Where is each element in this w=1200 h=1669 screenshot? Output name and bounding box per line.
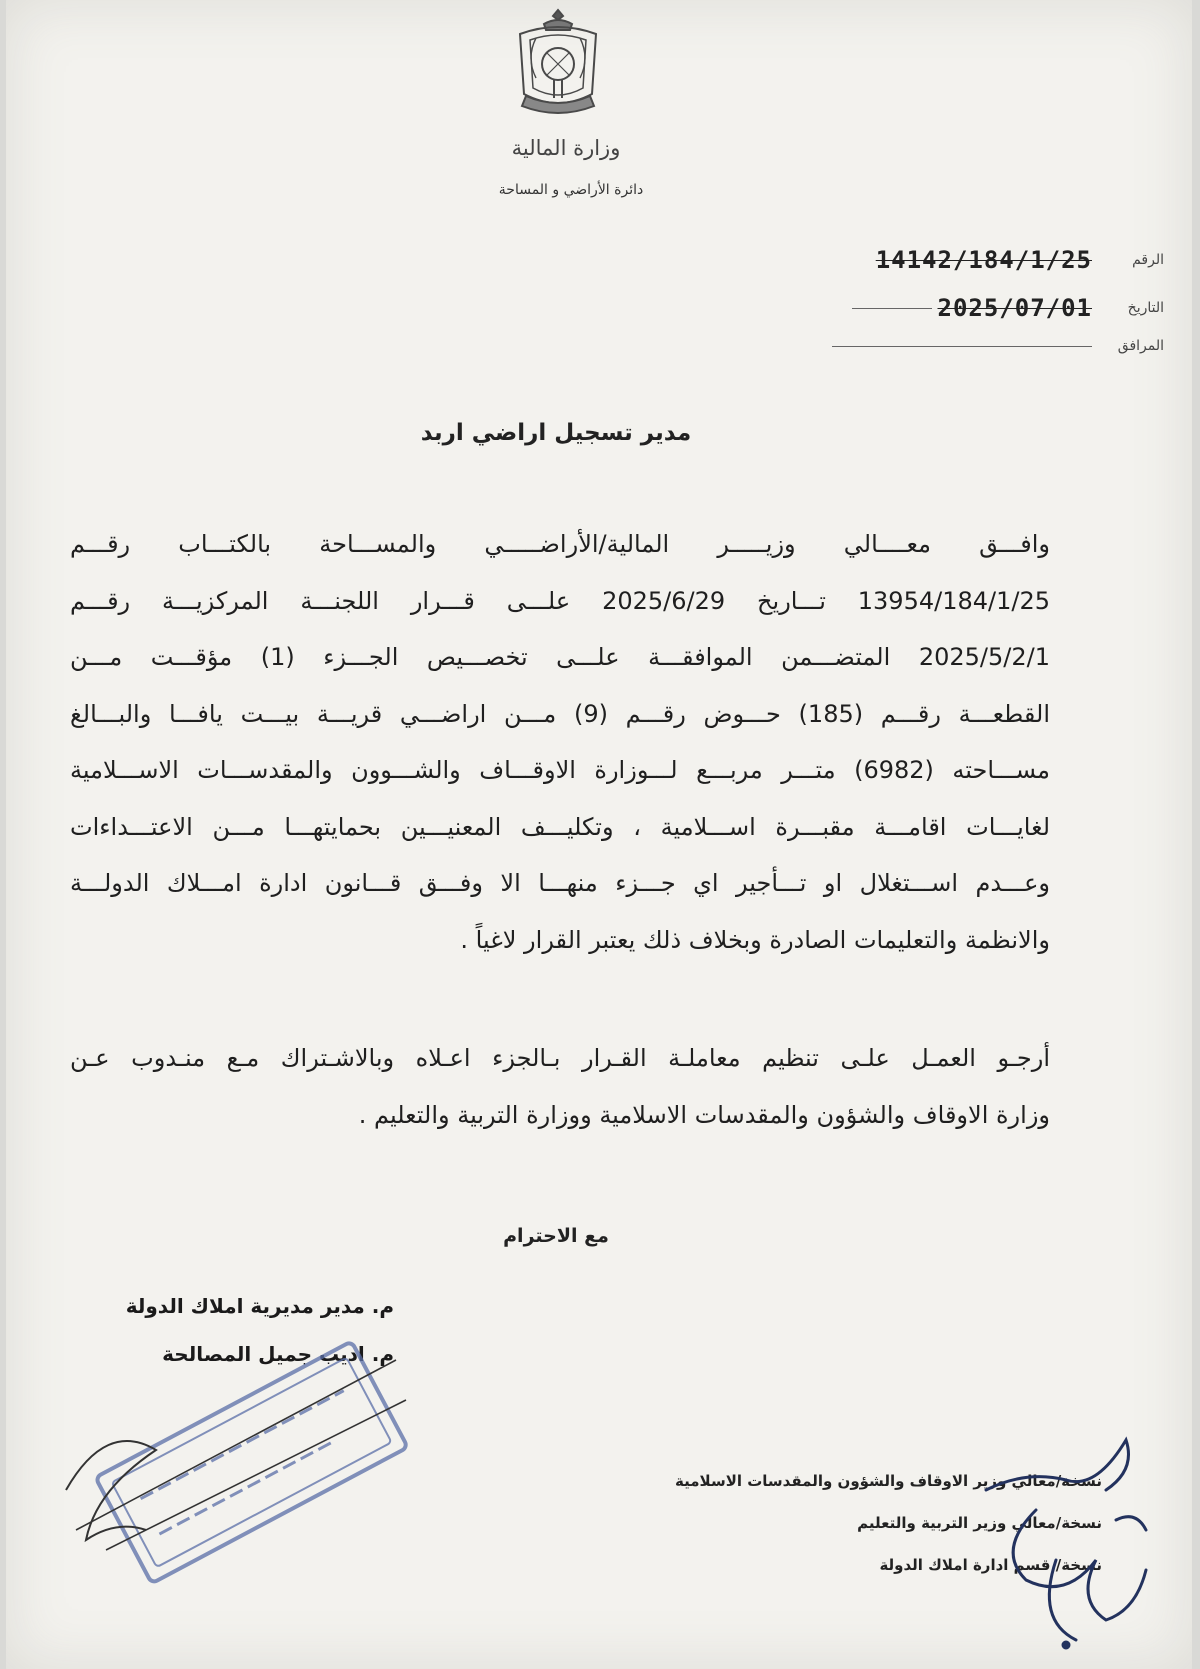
- handwritten-signature-icon: [966, 1390, 1176, 1660]
- attachments-line: [832, 345, 1092, 347]
- date-label: التاريخ: [1127, 300, 1164, 316]
- attachments-label: المرافق: [1117, 338, 1164, 354]
- signatory-name: م. اديب جميل المصالحة: [162, 1342, 394, 1366]
- reference-number: 14142/184/1/25: [875, 246, 1092, 274]
- letter-page: [6, 0, 1192, 1669]
- cc-line: نسخة/معالي وزير الاوقاف والشؤون والمقدسات الاسلامية: [675, 1472, 1102, 1490]
- addressee: مدير تسجيل اراضي اربد: [420, 420, 692, 446]
- paragraph-line: وزارة الاوقاف والشؤون والمقدسات الاسلامية ووزارة التربية والتعليم .: [358, 1100, 1050, 1129]
- paragraph-line: وافـــق معــــالي وزيـــــر المالية/الأراضـــــي والمســـاحة بالكتـــاب رقـــم: [70, 530, 1050, 558]
- date-row: [852, 294, 1165, 322]
- ministry-name: وزارة المالية: [511, 136, 621, 160]
- paragraph-line: والانظمة والتعليمات الصادرة وبخلاف ذلك يعتبر القرار لاغياً .: [460, 925, 1050, 954]
- paragraph-line: لغايـــات اقامـــة مقبـــرة اســـلامية ، وتكليـــف المعنيـــين بحمايتهـــا مـــن الاعتـــداءات: [70, 812, 1050, 841]
- date-underline: [852, 307, 932, 309]
- paragraph-line: أرجـو العمـل علـى تنظيم معاملـة القـرار بـالجزء اعـلاه وبالاشـتراك مـع منـدوب عـن: [70, 1044, 1050, 1072]
- paragraph-line: وعـــدم اســـتغلال او تـــأجير اي جـــزء منهـــا الا وفـــق قـــانون ادارة امـــلاك الدولـــة: [70, 869, 1050, 897]
- paragraph-line: 2025/5/2/1 المتضـــمن الموافقـــة علـــى تخصـــيص الجـــزء (1) مؤقـــت مـــن: [70, 643, 1050, 671]
- cc-line: نسخة/معالي وزير التربية والتعليم: [857, 1514, 1102, 1532]
- signatory-title: م. مدير مديرية املاك الدولة: [125, 1294, 394, 1318]
- body-paragraph-1: [70, 516, 1050, 968]
- paragraph-line: 13954/184/1/25 تـــاريخ 2025/6/29 علـــى قـــرار اللجنـــة المركزيـــة رقـــم: [70, 586, 1050, 615]
- body-paragraph-2: [70, 1030, 1050, 1143]
- date-value: 2025/07/01: [937, 294, 1092, 322]
- paragraph-line: القطعـــة رقـــم (185) حـــوض رقـــم (9) مـــن اراضـــي قريـــة بيـــت يافـــا والبـــالغ: [70, 699, 1050, 728]
- cc-line: نسخة/ قسم ادارة املاك الدولة: [879, 1556, 1102, 1574]
- closing-greeting: مع الاحترام: [503, 1225, 609, 1247]
- reference-row: [876, 246, 1164, 274]
- reference-label: الرقم: [1132, 252, 1164, 268]
- jordan-coat-of-arms-icon: [506, 4, 610, 122]
- attachments-row: [832, 338, 1164, 354]
- official-stamp-icon: [46, 1340, 426, 1590]
- paragraph-line: مســـاحته (6982) متـــر مربـــع لـــوزارة الاوقـــاف والشـــوون والمقدســـات الاســـلامية: [70, 756, 1050, 784]
- department-name: دائرة الأراضي و المساحة: [498, 182, 644, 198]
